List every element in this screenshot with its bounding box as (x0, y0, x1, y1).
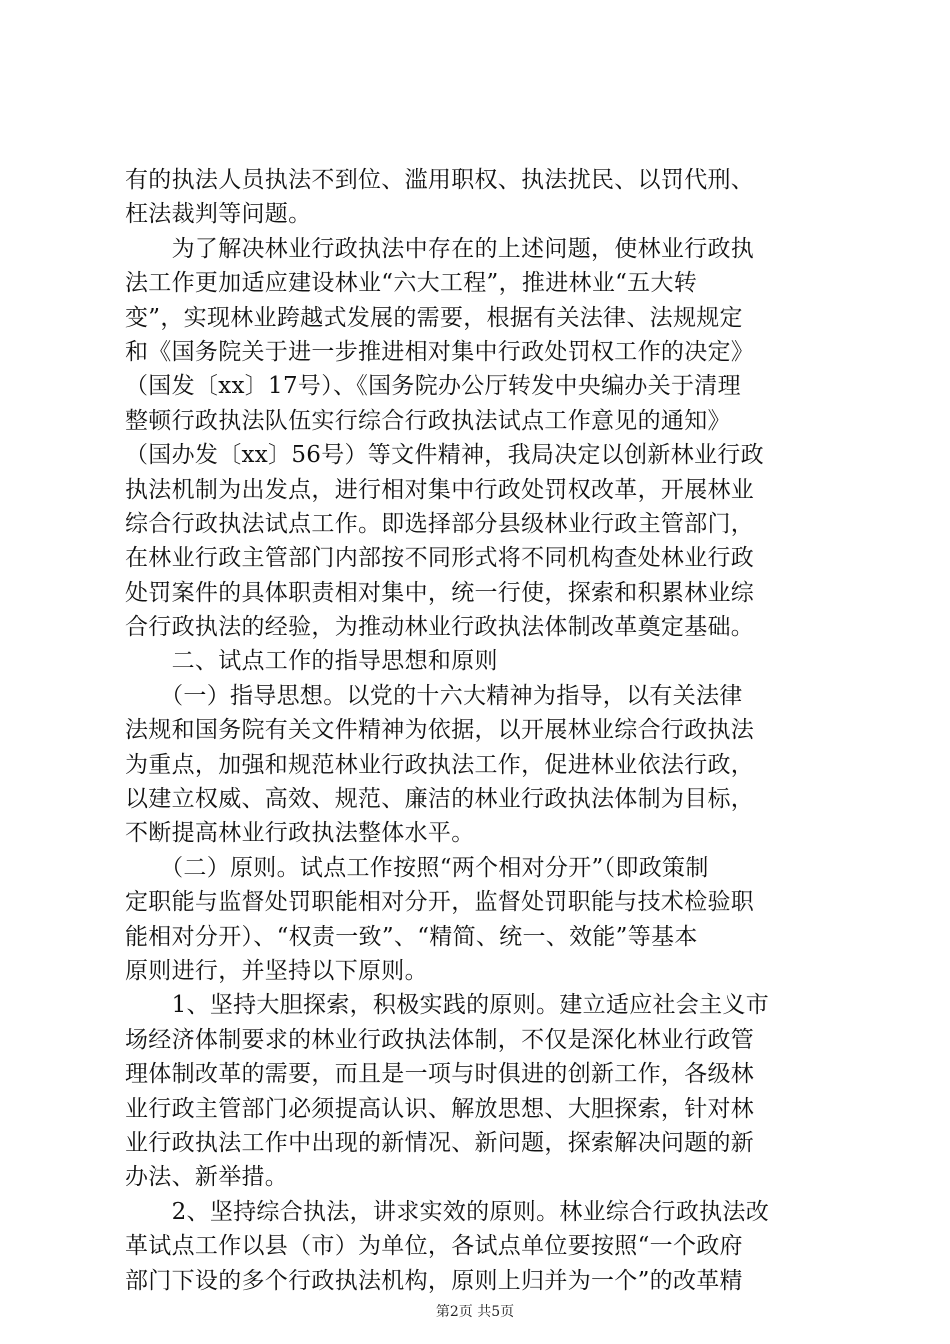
body-text-line: 不断提高林业行政执法整体水平。 (125, 820, 475, 847)
body-text-line: （二）原则。试点工作按照“两个相对分开”（即政策制 (125, 854, 709, 881)
body-text-line: 为了解决林业行政执法中存在的上述问题，使林业行政执 (125, 235, 755, 262)
body-text-line: 场经济体制要求的林业行政执法体制，不仅是深化林业行政管 (125, 1026, 755, 1053)
body-text-line: （国发〔xx〕17号）、《国务院办公厅转发中央编办关于清理 (125, 373, 741, 400)
document-body (125, 163, 835, 1298)
body-text-line: 二、试点工作的指导思想和原则 (125, 648, 498, 675)
body-text-line: 在林业行政主管部门内部按不同形式将不同机构查处林业行政 (125, 545, 755, 572)
body-text-line: 整顿行政执法队伍实行综合行政执法试点工作意见的通知》 (125, 407, 731, 434)
body-text-line: 法工作更加适应建设林业“六大工程”，推进林业“五大转 (125, 270, 698, 297)
body-text-line: 2、坚持综合执法，讲求实效的原则。林业综合行政执法改 (125, 1198, 770, 1225)
body-text-line: 为重点，加强和规范林业行政执法工作，促进林业依法行政， (125, 751, 755, 778)
body-text-line: 办法、新举措。 (125, 1164, 289, 1191)
body-text-line: 法规和国务院有关文件精神为依据，以开展林业综合行政执法 (125, 717, 755, 744)
body-text-line: 处罚案件的具体职责相对集中，统一行使，探索和积累林业综 (125, 579, 755, 606)
body-text-line: 能相对分开）、“权责一致”、“精简、统一、效能”等基本 (125, 923, 698, 950)
body-text-line: 1、坚持大胆探索，积极实践的原则。建立适应社会主义市 (125, 992, 770, 1019)
body-text-line: 革试点工作以县（市）为单位，各试点单位要按照“一个政府 (125, 1233, 743, 1260)
body-text-line: 定职能与监督处罚职能相对分开，监督处罚职能与技术检验职 (125, 889, 755, 916)
body-text-line: 以建立权威、高效、规范、廉洁的林业行政执法体制为目标， (125, 786, 755, 813)
body-text-line: 枉法裁判等问题。 (125, 201, 312, 228)
body-text-line: 合行政执法的经验，为推动林业行政执法体制改革奠定基础。 (125, 614, 755, 641)
body-text-line: 业行政执法工作中出现的新情况、新问题，探索解决问题的新 (125, 1129, 755, 1156)
body-text-line: （一）指导思想。以党的十六大精神为指导，以有关法律 (125, 682, 743, 709)
body-text-line: 综合行政执法试点工作。即选择部分县级林业行政主管部门， (125, 510, 755, 537)
body-text-line: 理体制改革的需要，而且是一项与时俱进的创新工作，各级林 (125, 1061, 755, 1088)
body-text-line: 部门下设的多个行政执法机构，原则上归并为一个”的改革精 (125, 1267, 743, 1294)
body-text-line: 执法机制为出发点，进行相对集中行政处罚权改革，开展林业 (125, 476, 755, 503)
body-text-line: 原则进行，并坚持以下原则。 (125, 957, 428, 984)
body-text-line: （国办发〔xx〕56号）等文件精神，我局决定以创新林业行政 (125, 442, 764, 469)
body-text-line: 变”，实现林业跨越式发展的需要，根据有关法律、法规规定 (125, 304, 743, 331)
page-footer: 第2页 共5页 (435, 1304, 515, 1320)
body-text-line: 有的执法人员执法不到位、滥用职权、执法扰民、以罚代刑、 (125, 167, 755, 193)
body-text-line: 和《国务院关于进一步推进相对集中行政处罚权工作的决定》 (125, 338, 755, 365)
body-text-line: 业行政主管部门必须提高认识、解放思想、大胆探索，针对林 (125, 1095, 755, 1122)
